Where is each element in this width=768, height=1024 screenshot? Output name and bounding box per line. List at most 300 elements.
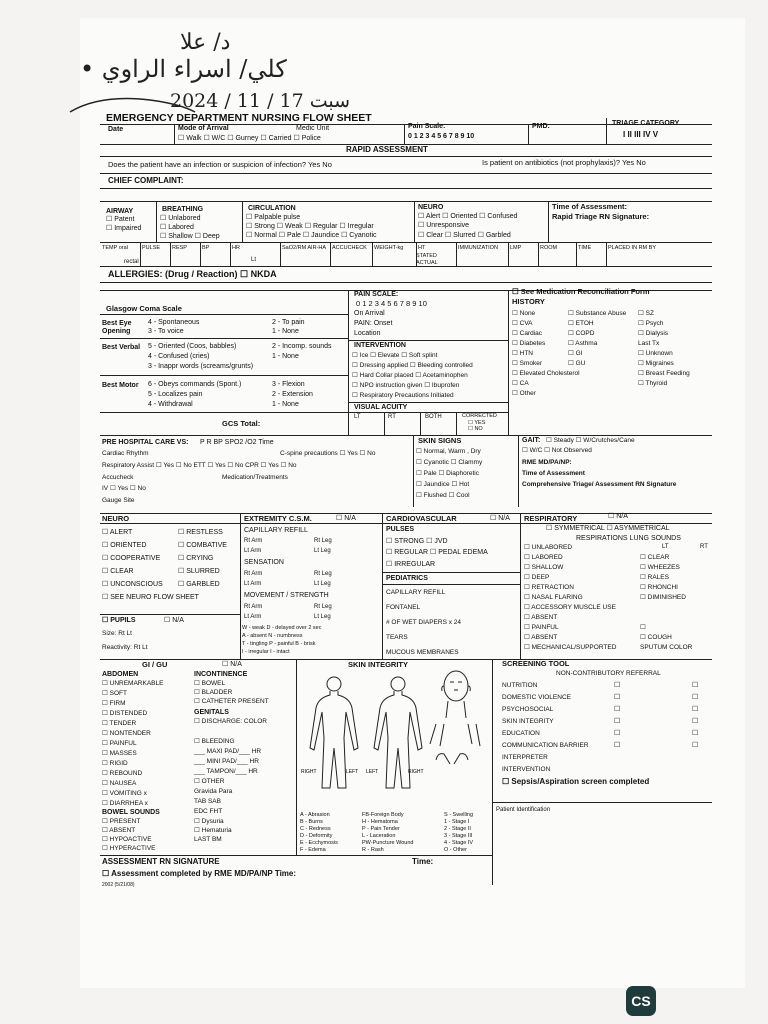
pmd-label: PMD: xyxy=(532,123,550,130)
neuro-opt-2[interactable]: ☐ Clear ☐ Slurred ☐ Garbled xyxy=(418,232,511,239)
skin-sign-0[interactable]: ☐ Normal, Warm , Dry xyxy=(416,448,481,455)
abdomen-item-2[interactable]: ☐ FIRM xyxy=(102,700,126,707)
genital-item-8: TAB SAB xyxy=(194,798,221,805)
abdomen-item-0[interactable]: ☐ UNREMARKABLE xyxy=(102,680,164,687)
screening-checkbox-2-1[interactable]: ☐ xyxy=(692,706,699,713)
cardio-na[interactable]: ☐ N/A xyxy=(490,515,510,522)
vitals-divider xyxy=(372,242,373,266)
va-lt: LT xyxy=(354,414,361,420)
vitals-label-6: ACCUCHECK xyxy=(332,245,367,251)
triage-category-label: TRIAGE CATEGORY xyxy=(612,120,680,127)
abdomen-item-3[interactable]: ☐ DISTENDED xyxy=(102,710,148,717)
history-item-c-6[interactable]: ☐ Breast Feeding xyxy=(638,370,690,377)
chief-complaint-label: CHIEF COMPLAINT: xyxy=(108,176,184,185)
handwritten-student-name: • كلي/ اسراء الراوي xyxy=(80,55,287,83)
incontinence-label: INCONTINENCE xyxy=(194,671,248,678)
skin-legend-a-5: F - Edema xyxy=(300,847,326,853)
right-label-1: RIGHT xyxy=(301,769,317,775)
vitals-label-2: RESP xyxy=(172,245,187,251)
prehospital-resp-assist[interactable]: Respiratory Assist ☐ Yes ☐ No ETT ☐ Yes ☐ No CPR ☐ Yes ☐ No xyxy=(102,462,297,469)
gu-item-0[interactable]: ☐ Dysuria xyxy=(194,818,224,825)
gcs-verbal-label: Best Verbal xyxy=(102,344,141,351)
vitals-label-13: PLACED IN RM BY xyxy=(608,245,656,251)
gcs-total-label: GCS Total: xyxy=(222,419,261,428)
visual-acuity-title: VISUAL ACUITY xyxy=(354,404,408,411)
vitals-label-10: LMP xyxy=(510,245,522,251)
skin-legend-c-3: 3 - Stage III xyxy=(444,833,473,839)
gait-options[interactable]: ☐ Steady ☐ W/Crutches/Cane xyxy=(546,437,635,444)
intervention-4[interactable]: ☐ Respiratory Precautions Initiated xyxy=(352,392,454,399)
history-item-2[interactable]: ☐ Cardiac xyxy=(512,330,543,337)
vitals-row xyxy=(100,242,712,266)
vitals-divider xyxy=(230,242,231,266)
vitals-label-5: SaO2/RM AIR-HA xyxy=(282,245,327,251)
incont-item-1[interactable]: ☐ BLADDER xyxy=(194,689,233,696)
ext-lt-leg-3: Lt Leg xyxy=(314,614,331,620)
abdomen-item-7[interactable]: ☐ MASSES xyxy=(102,750,137,757)
gigu-na[interactable]: ☐ N/A xyxy=(222,661,242,668)
screening-item-0: NUTRITION xyxy=(502,682,538,689)
gcs-motor-2[interactable]: 2 - Extension xyxy=(272,391,313,398)
ext-lt-leg-2: Lt Leg xyxy=(314,581,331,587)
bowel-item-2[interactable]: ☐ HYPOACTIVE xyxy=(102,836,152,843)
ext-legend-line-1: A - absent N - numbness xyxy=(242,633,303,639)
gcs-verbal-5[interactable]: 5 - Oriented (Coos, babbles) xyxy=(148,343,237,350)
intervention-3[interactable]: ☐ NPO instruction given ☐ Ibuprofen xyxy=(352,382,460,389)
screening-checkbox-3-0[interactable]: ☐ xyxy=(614,718,621,725)
breathing-label: BREATHING xyxy=(162,206,204,213)
left-label-1: LEFT xyxy=(346,769,359,775)
abdomen-item-8[interactable]: ☐ RIGID xyxy=(102,760,128,767)
airway-opt-1[interactable]: ☐ Impaired xyxy=(106,225,142,232)
resp-item-b-1[interactable]: ☐ WHEEZES xyxy=(640,564,680,571)
gcs-eye-3[interactable]: 3 - To voice xyxy=(148,328,184,335)
gcs-motor-3[interactable]: 3 - Flexion xyxy=(272,381,305,388)
mode-arrival-label: Mode of Arrival xyxy=(178,125,229,132)
neuro-item-4[interactable]: ☐ UNCONSCIOUS xyxy=(102,581,163,588)
screening-title: SCREENING TOOL xyxy=(502,659,570,668)
intervention-title: INTERVENTION xyxy=(354,342,406,349)
history-item-6[interactable]: ☐ Elevated Cholesterol xyxy=(512,370,580,377)
circ-opt-2[interactable]: ☐ Normal ☐ Pale ☐ Jaundice ☐ Cyanotic xyxy=(246,232,377,239)
gcs-motor-5[interactable]: 5 - Localizes pain xyxy=(148,391,203,398)
resp-item-1[interactable]: ☐ LABORED xyxy=(524,554,563,561)
vitals-label-8: HT xyxy=(418,245,426,251)
footer-time: Time: xyxy=(412,857,434,866)
prehospital-iv[interactable]: IV ☐ Yes ☐ No xyxy=(102,485,146,492)
skin-legend-a-0: A - Abrasion xyxy=(300,812,330,818)
abdomen-item-4[interactable]: ☐ TENDER xyxy=(102,720,137,727)
nursing-flow-sheet xyxy=(100,112,712,887)
antibiotics-question[interactable]: Is patient on antibiotics (not prophylaxis)? Yes No xyxy=(482,158,646,167)
neuro-item-3[interactable]: ☐ CLEAR xyxy=(102,568,134,575)
screening-checkbox-1-1[interactable]: ☐ xyxy=(692,694,699,701)
va-rt: RT xyxy=(388,414,396,420)
skin-legend-b-1: H - Hematoma xyxy=(362,819,398,825)
neuro-item-0[interactable]: ☐ ALERT xyxy=(102,529,133,536)
resp-symm[interactable]: ☐ SYMMETRICAL ☐ ASYMMETRICAL xyxy=(546,525,670,532)
pain-numbers[interactable]: 0 1 2 3 4 5 6 7 8 9 10 xyxy=(356,299,427,308)
screening-item-3: SKIN INTEGRITY xyxy=(502,718,554,725)
resp-item-7[interactable]: ☐ ABSENT xyxy=(524,614,558,621)
vitals-label-4: HR xyxy=(232,245,240,251)
vitals-label-7: WEIGHT-kg xyxy=(374,245,404,251)
vitals-label-11: ROOM xyxy=(540,245,558,251)
cap-refill: CAPILLARY REFILL xyxy=(244,527,308,534)
history-item-1[interactable]: ☐ CVA xyxy=(512,320,533,327)
neuro-item-b-4[interactable]: ☐ GARBLED xyxy=(178,581,220,588)
gcs-motor-6[interactable]: 6 - Obeys commands (Spont.) xyxy=(148,381,242,388)
rme-label: RME MD/PA/NP: xyxy=(522,459,572,466)
extremity-na[interactable]: ☐ N/A xyxy=(336,515,356,522)
bowel-sounds-label: BOWEL SOUNDS xyxy=(102,809,160,816)
peds-item-3: TEARS xyxy=(386,634,408,641)
genital-item-5: ___ TAMPON/___ HR xyxy=(194,768,258,775)
pupil-reactivity: Reactivity: Rt Lt xyxy=(102,644,148,651)
history-item-b-5[interactable]: ☐ GU xyxy=(568,360,586,367)
resp-item-b-2[interactable]: ☐ RALES xyxy=(640,574,669,581)
resp-item-b-7[interactable]: ☐ xyxy=(640,624,646,631)
pupil-size: Size: Rt Lt xyxy=(102,630,132,637)
peds-item-0: CAPILLARY REFILL xyxy=(386,589,446,596)
handwritten-doctor-name: د/ علا xyxy=(180,30,231,55)
neuro-item-b-1[interactable]: ☐ COMBATIVE xyxy=(178,542,227,549)
skin-legend-a-4: E - Ecchymosis xyxy=(300,840,338,846)
history-item-b-2[interactable]: ☐ COPD xyxy=(568,330,595,337)
ext-legend-line-2: T - tingling P - painful B - brisk xyxy=(242,641,316,647)
breathing-opt-1[interactable]: ☐ Labored xyxy=(160,224,194,231)
rectal-label: rectal xyxy=(124,259,139,265)
vitals-label-0: TEMP oral xyxy=(102,245,128,251)
med-rec-check[interactable]: ☐ See Medication Reconciliation Form xyxy=(512,287,650,296)
screening-checkbox-4-0[interactable]: ☐ xyxy=(614,730,621,737)
skin-legend-c-4: 4 - Stage IV xyxy=(444,840,474,846)
rapid-triage-signature: Rapid Triage RN Signature: xyxy=(552,212,650,221)
resp-title: RESPIRATORY xyxy=(524,514,578,523)
gcs-verbal-2[interactable]: 2 - Incomp. sounds xyxy=(272,343,332,350)
airway-opt-0[interactable]: ☐ Patent xyxy=(106,216,135,223)
gait-options-2[interactable]: ☐ W/C ☐ Not Observed xyxy=(522,447,592,454)
neuro-item-5[interactable]: ☐ SEE NEURO FLOW SHEET xyxy=(102,594,199,601)
screening-item-1: DOMESTIC VIOLENCE xyxy=(502,694,571,701)
screening-item-7: INTERVENTION xyxy=(502,766,551,773)
bowel-item-0[interactable]: ☐ PRESENT xyxy=(102,818,141,825)
pain-onset: PAIN: Onset xyxy=(354,320,393,327)
bowel-item-1[interactable]: ☐ ABSENT xyxy=(102,827,136,834)
vitals-divider xyxy=(538,242,539,266)
skin-legend-c-0: S - Swelling xyxy=(444,812,474,818)
genital-item-6[interactable]: ☐ OTHER xyxy=(194,778,225,785)
sensation: SENSATION xyxy=(244,559,284,566)
ext-lt-arm-2: Lt Arm xyxy=(244,581,262,587)
breathing-opt-0[interactable]: ☐ Unlabored xyxy=(160,215,201,222)
cardio-1[interactable]: ☐ REGULAR ☐ PEDAL EDEMA xyxy=(386,549,488,556)
resp-item-b-4[interactable]: ☐ DIMINISHED xyxy=(640,594,686,601)
skin-legend-b-5: R - Rash xyxy=(362,847,384,853)
va-yes[interactable]: ☐ YES xyxy=(468,420,486,426)
allergies-label[interactable]: ALLERGIES: (Drug / Reaction) ☐ NKDA xyxy=(108,269,277,279)
ext-lt-arm-3: Lt Arm xyxy=(244,614,262,620)
gcs-eye-2[interactable]: 2 - To pain xyxy=(272,319,305,326)
skin-legend-a-2: C - Redness xyxy=(300,826,331,832)
history-item-c-2[interactable]: ☐ Dialysis xyxy=(638,330,669,337)
ext-lt-arm-1: Lt Arm xyxy=(244,548,262,554)
history-item-c-0[interactable]: ☐ SZ xyxy=(638,310,654,317)
skin-signs-title: SKIN SIGNS xyxy=(418,436,462,445)
abdomen-label: ABDOMEN xyxy=(102,671,139,678)
vitals-label-1: PULSE xyxy=(142,245,161,251)
screening-checkbox-0-0[interactable]: ☐ xyxy=(614,682,621,689)
abdomen-item-11[interactable]: ☐ VOMITING x xyxy=(102,790,147,797)
genitals-label: GENITALS xyxy=(194,709,229,716)
vitals-divider xyxy=(140,242,141,266)
history-item-5[interactable]: ☐ Smoker xyxy=(512,360,543,367)
neuro-opt-1[interactable]: ☐ Unresponsive xyxy=(418,222,470,229)
screening-item-5: COMMUNICATION BARRIER xyxy=(502,742,589,749)
body-diagram xyxy=(296,668,492,798)
triage-levels[interactable]: I II III IV V xyxy=(623,130,659,139)
stated-label: STATED xyxy=(416,253,437,259)
va-corrected: CORRECTED xyxy=(462,413,497,419)
rapid-assessment-title: RAPID ASSESSMENT xyxy=(346,145,428,154)
resp-na[interactable]: ☐ N/A xyxy=(608,513,628,520)
neuro-item-b-0[interactable]: ☐ RESTLESS xyxy=(178,529,223,536)
medic-unit-label: Medic Unit xyxy=(296,125,330,132)
incont-item-2[interactable]: ☐ CATHETER PRESENT xyxy=(194,698,269,705)
gu-item-2: LAST BM xyxy=(194,836,222,843)
skin-legend-a-1: B - Burns xyxy=(300,819,323,825)
skin-sign-4[interactable]: ☐ Flushed ☐ Cool xyxy=(416,492,470,499)
history-item-c-4[interactable]: ☐ Unknown xyxy=(638,350,673,357)
screening-checkbox-0-1[interactable]: ☐ xyxy=(692,682,699,689)
resp-item-b-9: SPUTUM COLOR xyxy=(640,644,693,651)
resp-item-3[interactable]: ☐ DEEP xyxy=(524,574,550,581)
cardio-2[interactable]: ☐ IRREGULAR xyxy=(386,561,436,568)
peds-item-1: FONTANEL xyxy=(386,604,421,611)
history-item-b-1[interactable]: ☐ ETOH xyxy=(568,320,594,327)
skin-sign-2[interactable]: ☐ Pale ☐ Diaphoretic xyxy=(416,470,479,477)
airway-label: AIRWAY xyxy=(106,208,134,215)
va-both: BOTH xyxy=(425,414,442,420)
neuro-item-2[interactable]: ☐ COOPERATIVE xyxy=(102,555,161,562)
neuro-item-1[interactable]: ☐ ORIENTED xyxy=(102,542,147,549)
neuro-item-b-2[interactable]: ☐ CRYING xyxy=(178,555,214,562)
skin-sign-1[interactable]: ☐ Cyanotic ☐ Clammy xyxy=(416,459,483,466)
ext-lt-leg-1: Lt Leg xyxy=(314,548,331,554)
history-item-8[interactable]: ☐ Other xyxy=(512,390,536,397)
genital-item-3: ___ MAXI PAD/___ HR xyxy=(194,748,262,755)
lt-label: Lt xyxy=(251,257,257,263)
abdomen-item-1[interactable]: ☐ SOFT xyxy=(102,690,127,697)
form-title: EMERGENCY DEPARTMENT NURSING FLOW SHEET xyxy=(106,112,372,124)
skin-integrity-title: SKIN INTEGRITY xyxy=(348,660,409,669)
vitals-divider xyxy=(606,242,607,266)
resp-item-b-0[interactable]: ☐ CLEAR xyxy=(640,554,670,561)
history-item-c-1[interactable]: ☐ Psych xyxy=(638,320,664,327)
neuro-item-b-3[interactable]: ☐ SLURRED xyxy=(178,568,220,575)
gcs-motor-4[interactable]: 4 - Withdrawal xyxy=(148,401,193,408)
infection-question[interactable]: Does the patient have an infection or suspicion of infection? Yes No xyxy=(108,160,332,169)
vitals-divider xyxy=(280,242,281,266)
sepsis-check[interactable]: ☐ Sepsis/Aspiration screen completed xyxy=(502,777,650,786)
intervention-0[interactable]: ☐ Ice ☐ Elevate ☐ Soft splint xyxy=(352,352,438,359)
neuro-rapid-label: NEURO xyxy=(418,204,444,211)
resp-item-9[interactable]: ☐ ABSENT xyxy=(524,634,558,641)
genital-item-0[interactable]: ☐ DISCHARGE: COLOR xyxy=(194,718,268,725)
history-item-0[interactable]: ☐ None xyxy=(512,310,536,317)
prehospital-gauge: Gauge Site xyxy=(102,497,135,504)
history-title: HISTORY xyxy=(512,297,545,306)
peds-item-4: MUCOUS MEMBRANES xyxy=(386,649,459,656)
gcs-eye-1[interactable]: 1 - None xyxy=(272,328,299,335)
screening-header: NON-CONTRIBUTORY REFERRAL xyxy=(556,670,661,677)
abdomen-item-6[interactable]: ☐ PAINFUL xyxy=(102,740,137,747)
pupils-na[interactable]: ☐ N/A xyxy=(164,617,184,624)
history-item-3[interactable]: ☐ Diabetes xyxy=(512,340,546,347)
gcs-verbal-1[interactable]: 1 - None xyxy=(272,353,299,360)
ext-rt-arm-2: Rt Arm xyxy=(244,571,263,577)
ext-rt-arm-3: Rt Arm xyxy=(244,604,263,610)
gcs-verbal-4[interactable]: 4 - Confused (cries) xyxy=(148,353,210,360)
gcs-eye-4[interactable]: 4 - Spontaneous xyxy=(148,319,200,326)
vitals-divider xyxy=(576,242,577,266)
cardio-0[interactable]: ☐ STRONG ☐ JVD xyxy=(386,538,448,545)
cardio-title: CARDIOVASCULAR xyxy=(386,514,457,523)
screening-item-2: PSYCHOSOCIAL xyxy=(502,706,554,713)
date-label: Date xyxy=(108,126,124,133)
bowel-item-3[interactable]: ☐ HYPERACTIVE xyxy=(102,845,156,852)
prehospital-accucheck: Accucheck xyxy=(102,474,134,481)
extremity-title: EXTREMITY C.S.M. xyxy=(244,514,312,523)
history-item-c-5[interactable]: ☐ Migraines xyxy=(638,360,674,367)
gu-item-1[interactable]: ☐ Hematuria xyxy=(194,827,232,834)
screening-item-4: EDUCATION xyxy=(502,730,540,737)
resp-rt: RT xyxy=(700,544,708,550)
pupils-label[interactable]: ☐ PUPILS xyxy=(102,617,136,624)
screening-checkbox-5-0[interactable]: ☐ xyxy=(614,742,621,749)
resp-item-b-3[interactable]: ☐ RHONCHI xyxy=(640,584,678,591)
resp-item-10[interactable]: ☐ MECHANICAL/SUPPORTED xyxy=(524,644,617,651)
pain-location: Location xyxy=(354,330,381,337)
ext-rt-leg-2: Rt Leg xyxy=(314,571,332,577)
skin-sign-3[interactable]: ☐ Jaundice ☐ Hot xyxy=(416,481,470,488)
gcs-motor-label: Best Motor xyxy=(102,382,139,389)
intervention-2[interactable]: ☐ Hard Collar placed ☐ Acetaminophen xyxy=(352,372,468,379)
mode-arrival-options[interactable]: ☐ Walk ☐ W/C ☐ Gurney ☐ Carried ☐ Police xyxy=(178,135,321,142)
gigu-title: GI / GU xyxy=(142,660,168,669)
pediatrics-label: PEDIATRICS xyxy=(386,575,428,582)
prehospital-cspine[interactable]: C-spine precautions ☐ Yes ☐ No xyxy=(280,450,376,457)
pain-title: PAIN SCALE: xyxy=(354,291,399,298)
ext-legend-line-3: I - irregular I - intact xyxy=(242,649,290,655)
time-assessment-2: Time of Assessment xyxy=(522,470,585,477)
screening-checkbox-2-0[interactable]: ☐ xyxy=(614,706,621,713)
history-item-c-7[interactable]: ☐ Thyroid xyxy=(638,380,668,387)
history-item-b-3[interactable]: ☐ Asthma xyxy=(568,340,598,347)
resp-item-b-8[interactable]: ☐ COUGH xyxy=(640,634,672,641)
form-code: 2002 (5/21/08) xyxy=(102,882,135,888)
resp-item-5[interactable]: ☐ NASAL FLARING xyxy=(524,594,583,601)
resp-item-8[interactable]: ☐ PAINFUL xyxy=(524,624,559,631)
intervention-1[interactable]: ☐ Dressing applied ☐ Bleeding controlled xyxy=(352,362,473,369)
gcs-title: Glasgow Coma Scale xyxy=(106,304,182,313)
genital-item-9: EDC FHT xyxy=(194,808,223,815)
resp-item-6[interactable]: ☐ ACCESSORY MUSCLE USE xyxy=(524,604,616,611)
history-item-b-4[interactable]: ☐ GI xyxy=(568,350,583,357)
vitals-divider xyxy=(456,242,457,266)
abdomen-item-9[interactable]: ☐ REBOUND xyxy=(102,770,143,777)
circulation-label: CIRCULATION xyxy=(248,205,296,212)
right-label-2: RIGHT xyxy=(408,769,424,775)
vitals-divider xyxy=(330,242,331,266)
incont-item-0[interactable]: ☐ BOWEL xyxy=(194,680,226,687)
resp-item-2[interactable]: ☐ SHALLOW xyxy=(524,564,564,571)
screening-checkbox-1-0[interactable]: ☐ xyxy=(614,694,621,701)
history-item-c-3: Last Tx xyxy=(638,340,660,347)
history-item-b-0[interactable]: ☐ Substance Abuse xyxy=(568,310,627,317)
pain-scale-numbers[interactable]: 0 1 2 3 4 5 6 7 8 9 10 xyxy=(408,133,475,140)
skin-legend-b-4: PW-Puncture Wound xyxy=(362,840,414,846)
resp-item-4[interactable]: ☐ RETRACTION xyxy=(524,584,574,591)
history-item-4[interactable]: ☐ HTN xyxy=(512,350,533,357)
gcs-motor-1[interactable]: 1 - None xyxy=(272,401,299,408)
genital-item-4: ___ MINI PAD/___ HR xyxy=(194,758,259,765)
genital-item-2[interactable]: ☐ BLEEDING xyxy=(194,738,235,745)
pain-on-arrival: On Arrival xyxy=(354,310,385,317)
comprehensive-sig: Comprehensive Triage/ Assessment RN Signature xyxy=(522,481,677,488)
va-no[interactable]: ☐ NO xyxy=(468,426,483,432)
abdomen-item-10[interactable]: ☐ NAUSEA xyxy=(102,780,137,787)
actual-label: ACTUAL xyxy=(416,260,438,266)
time-assessment-label: Time of Assessment: xyxy=(552,202,628,211)
skin-legend-a-3: D - Deformity xyxy=(300,833,333,839)
resp-lt: LT xyxy=(662,544,669,550)
prehospital-meds: Medication/Treatments xyxy=(222,474,288,481)
vitals-divider xyxy=(200,242,201,266)
gcs-verbal-3[interactable]: 3 - Inappr words (screams/grunts) xyxy=(148,363,254,370)
vitals-label-9: IMMUNIZATION xyxy=(458,245,498,251)
circ-opt-1[interactable]: ☐ Strong ☐ Weak ☐ Regular ☐ Irregular xyxy=(246,223,374,230)
vitals-label-3: BP xyxy=(202,245,210,251)
skin-legend-c-5: O - Other xyxy=(444,847,467,853)
screening-checkbox-4-1[interactable]: ☐ xyxy=(692,730,699,737)
neuro-title: NEURO xyxy=(102,514,130,523)
vitals-label-12: TIME xyxy=(578,245,592,251)
skin-legend-c-1: 1 - Stage I xyxy=(444,819,470,825)
ext-legend-line-0: W - weak D - delayed over 2 sec xyxy=(242,625,322,631)
screening-checkbox-3-1[interactable]: ☐ xyxy=(692,718,699,725)
assessment-rn-signature: ASSESSMENT RN SIGNATURE xyxy=(102,857,220,866)
prehospital-rhythm: Cardiac Rhythm xyxy=(102,450,149,457)
left-label-2: LEFT xyxy=(366,769,379,775)
abdomen-item-5[interactable]: ☐ NONTENDER xyxy=(102,730,151,737)
pulses-label: PULSES xyxy=(386,526,415,533)
circ-opt-0[interactable]: ☐ Palpable pulse xyxy=(246,214,301,221)
camscanner-logo: CS xyxy=(626,986,656,1016)
genital-item-7: Gravida Para xyxy=(194,788,233,795)
skin-legend-b-2: P - Pain Tender xyxy=(362,826,400,832)
neuro-opt-0[interactable]: ☐ Alert ☐ Oriented ☐ Confused xyxy=(418,213,518,220)
history-item-7[interactable]: ☐ CA xyxy=(512,380,529,387)
assessment-completed[interactable]: ☐ Assessment completed by RME MD/PA/NP Time: xyxy=(102,869,297,878)
patient-id: Patient Identification xyxy=(496,807,551,813)
resp-item-0[interactable]: ☐ UNLABORED xyxy=(524,544,573,551)
screening-checkbox-5-1[interactable]: ☐ xyxy=(692,742,699,749)
gait-title: GAIT: xyxy=(522,437,541,444)
abdomen-item-12[interactable]: ☐ DIARRHEA x xyxy=(102,800,148,807)
pain-scale-label: Pain Scale: xyxy=(408,123,446,130)
breathing-opt-2[interactable]: ☐ Shallow ☐ Deep xyxy=(160,233,220,240)
